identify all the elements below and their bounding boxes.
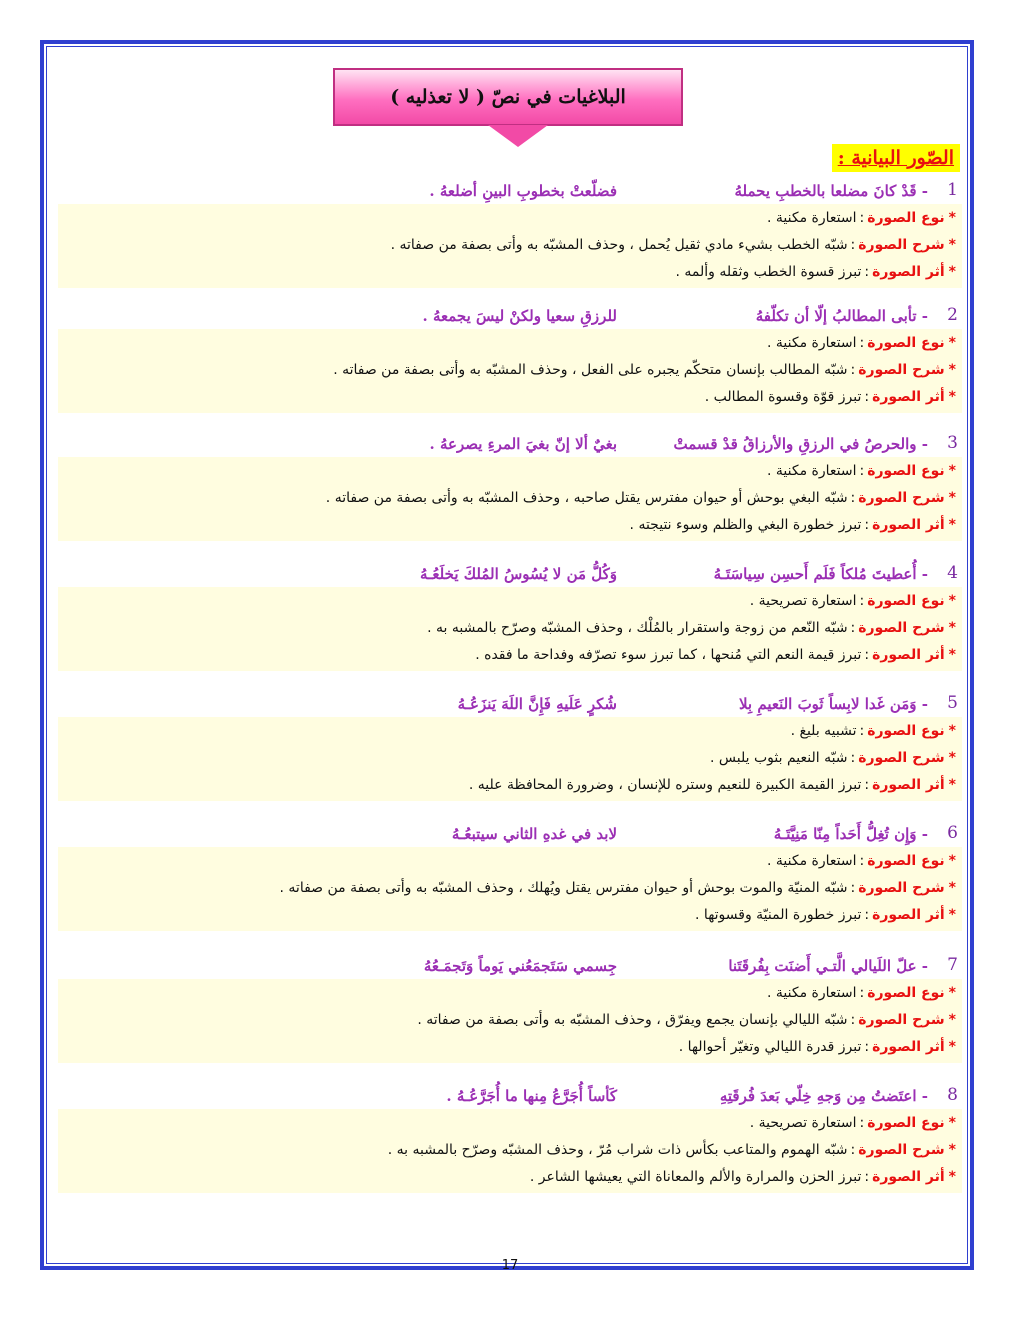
explain-row xyxy=(58,357,962,384)
type-row xyxy=(58,205,962,232)
bullet-star: * xyxy=(948,237,956,253)
type-value: استعارة مكنية . xyxy=(767,985,857,1001)
analysis-box xyxy=(58,717,962,801)
verse-line xyxy=(58,561,962,587)
verse-second-hemistich: وَكُلُّ مَن لا يُسُوسُ المُلكَ يَخلَعُـهُ xyxy=(420,565,617,583)
effect-value: تبرز قدرة الليالي وتغيّر أحوالها . xyxy=(678,1039,862,1055)
bullet-star: * xyxy=(948,1169,956,1185)
bullet-star: * xyxy=(948,985,956,1001)
type-row xyxy=(58,718,962,745)
colon: : xyxy=(850,620,856,636)
explain-value: شبّه الهموم والمتاعب بكأس ذات شراب مُرّ ، وحذف المشبّه وصرّح بالمشبه به . xyxy=(387,1142,848,1158)
type-value: استعارة مكنية . xyxy=(767,463,857,479)
explain-label: شرح الصورة xyxy=(858,362,945,378)
explain-row xyxy=(58,485,962,512)
explain-label: شرح الصورة xyxy=(858,1012,945,1028)
explain-value: شبّه النّعم من زوجة واستقرار بالمُلْك ، وحذف المشبّه وصرّح بالمشبه به . xyxy=(427,620,848,636)
item-number: 6 xyxy=(947,823,958,843)
item-number: 4 xyxy=(947,563,958,583)
item-number: 8 xyxy=(947,1085,958,1105)
type-value: استعارة مكنية . xyxy=(767,335,857,351)
explain-value: شبّه المنيّة والموت بوحش أو حيوان مفترس يقتل ويُهلك ، وحذف المشبّه به وأتى بصفة من صفاته . xyxy=(279,880,848,896)
analysis-box xyxy=(58,979,962,1063)
colon: : xyxy=(859,853,865,869)
colon: : xyxy=(850,750,856,766)
item-number: 5 xyxy=(947,693,958,713)
type-row xyxy=(58,330,962,357)
analysis-box xyxy=(58,204,962,288)
verse-first-hemistich: - تأبى المطالبُ إلّا أن تكلّفهُ xyxy=(755,307,928,325)
colon: : xyxy=(859,723,865,739)
colon: : xyxy=(859,1115,865,1131)
title-banner xyxy=(333,68,683,128)
figure-item xyxy=(58,1083,962,1193)
effect-row xyxy=(58,902,962,929)
figure-item xyxy=(58,821,962,931)
bullet-star: * xyxy=(948,647,956,663)
title-banner-arrow xyxy=(488,125,548,147)
explain-row xyxy=(58,875,962,902)
analysis-box xyxy=(58,1109,962,1193)
colon: : xyxy=(850,490,856,506)
type-label: نوع الصورة xyxy=(867,1115,945,1131)
section-heading: الصّور البيانية : xyxy=(832,144,960,172)
figure-item xyxy=(58,178,962,288)
colon: : xyxy=(850,362,856,378)
analysis-box xyxy=(58,587,962,671)
effect-value: تبرز قسوة الخطب وثقله وألمه . xyxy=(675,264,862,280)
figure-item xyxy=(58,691,962,801)
verse-second-hemistich: بغيٌ ألا إنّ بغيَ المرءِ يصرعهُ . xyxy=(429,435,617,453)
effect-label: أثر الصورة xyxy=(872,264,945,280)
type-value: استعارة مكنية . xyxy=(767,853,857,869)
effect-label: أثر الصورة xyxy=(872,777,945,793)
effect-label: أثر الصورة xyxy=(872,389,945,405)
effect-label: أثر الصورة xyxy=(872,517,945,533)
effect-label: أثر الصورة xyxy=(872,1169,945,1185)
explain-value: شبّه البغي بوحش أو حيوان مفترس يقتل صاحبه ، وحذف المشبّه به وأتى بصفة من صفاته . xyxy=(325,490,848,506)
effect-row xyxy=(58,1034,962,1061)
effect-value: تبرز خطورة المنيّة وقسوتها . xyxy=(695,907,862,923)
colon: : xyxy=(864,264,870,280)
bullet-star: * xyxy=(948,1039,956,1055)
colon: : xyxy=(864,517,870,533)
verse-first-hemistich: - قَدْ كانَ مضلعا بالخطبِ يحملهُ xyxy=(734,182,928,200)
figure-item xyxy=(58,561,962,671)
bullet-star: * xyxy=(948,264,956,280)
verse-first-hemistich: - وَمَن غَدا لابِساً ثَوبَ النَعيمِ بِلا xyxy=(738,695,928,713)
colon: : xyxy=(864,1169,870,1185)
colon: : xyxy=(850,1142,856,1158)
verse-line xyxy=(58,821,962,847)
item-number: 7 xyxy=(947,955,958,975)
bullet-star: * xyxy=(948,1142,956,1158)
explain-label: شرح الصورة xyxy=(858,880,945,896)
colon: : xyxy=(864,389,870,405)
type-row xyxy=(58,980,962,1007)
verse-line xyxy=(58,303,962,329)
verse-line xyxy=(58,953,962,979)
type-label: نوع الصورة xyxy=(867,853,945,869)
explain-label: شرح الصورة xyxy=(858,750,945,766)
type-label: نوع الصورة xyxy=(867,593,945,609)
explain-row xyxy=(58,232,962,259)
explain-value: شبّه الليالي بإنسان يجمع ويفرّق ، وحذف المشبّه به وأتى بصفة من صفاته . xyxy=(417,1012,848,1028)
effect-row xyxy=(58,642,962,669)
effect-row xyxy=(58,384,962,411)
verse-first-hemistich: - اعتَضتُ مِن وَجهِ خِلّي بَعدَ فُرقَتِهِ xyxy=(719,1087,928,1105)
explain-label: شرح الصورة xyxy=(858,1142,945,1158)
effect-label: أثر الصورة xyxy=(872,1039,945,1055)
effect-row xyxy=(58,259,962,286)
explain-label: شرح الصورة xyxy=(858,490,945,506)
analysis-box xyxy=(58,457,962,541)
type-row xyxy=(58,588,962,615)
colon: : xyxy=(850,880,856,896)
verse-second-hemistich: فضلّعتْ بخطوبِ البينِ أضلعهُ . xyxy=(429,182,617,200)
effect-value: تبرز قيمة النعم التي مُنحها ، كما تبرز سوء تصرّفه وفداحة ما فقده . xyxy=(475,647,862,663)
verse-line xyxy=(58,1083,962,1109)
bullet-star: * xyxy=(948,389,956,405)
colon: : xyxy=(859,210,865,226)
type-label: نوع الصورة xyxy=(867,335,945,351)
type-row xyxy=(58,848,962,875)
page-title: البلاغيات في نصّ ( لا تعذليه ) xyxy=(390,86,626,108)
bullet-star: * xyxy=(948,880,956,896)
verse-first-hemistich: - علّ اللَيالي الَّتـي أَضنَت بِفُرقَتَنا xyxy=(728,957,928,975)
type-value: استعارة تصريحية . xyxy=(749,1115,857,1131)
type-value: استعارة مكنية . xyxy=(767,210,857,226)
analysis-box xyxy=(58,847,962,931)
colon: : xyxy=(859,593,865,609)
verse-second-hemistich: جِسمي سَتَجمَعُني يَوماً وَتَجمَـعُهُ xyxy=(423,957,617,975)
effect-label: أثر الصورة xyxy=(872,647,945,663)
verse-line xyxy=(58,178,962,204)
bullet-star: * xyxy=(948,777,956,793)
verse-second-hemistich: لابد في غدهِ الثاني سيتبعُـهُ xyxy=(451,825,617,843)
verse-second-hemistich: شُكرٍ عَلَيهِ فَإِنَّ اللَهَ يَنزَعُـهُ xyxy=(457,695,617,713)
colon: : xyxy=(864,1039,870,1055)
explain-row xyxy=(58,615,962,642)
bullet-star: * xyxy=(948,750,956,766)
verse-line xyxy=(58,691,962,717)
bullet-star: * xyxy=(948,210,956,226)
explain-label: شرح الصورة xyxy=(858,620,945,636)
explain-row xyxy=(58,745,962,772)
verse-first-hemistich: - أُعطيتَ مُلكاً فَلَم أَحسِن سِياسَتَـهُ xyxy=(713,565,928,583)
bullet-star: * xyxy=(948,362,956,378)
analysis-box xyxy=(58,329,962,413)
bullet-star: * xyxy=(948,463,956,479)
bullet-star: * xyxy=(948,517,956,533)
type-row xyxy=(58,1110,962,1137)
colon: : xyxy=(850,1012,856,1028)
effect-row xyxy=(58,772,962,799)
bullet-star: * xyxy=(948,1012,956,1028)
effect-value: تبرز القيمة الكبيرة للنعيم وستره للإنسان ، وضرورة المحافظة عليه . xyxy=(468,777,862,793)
verse-first-hemistich: - والحرصُ في الرزقِ والأرزاقُ قدْ قسمتْ xyxy=(673,435,928,453)
item-number: 3 xyxy=(947,433,958,453)
colon: : xyxy=(864,647,870,663)
verse-second-hemistich: كَأساً أُجَرَّعُ مِنها ما أُجَرَّعُـهُ . xyxy=(446,1087,617,1105)
explain-value: شبّه الخطب بشيء مادي ثقيل يُحمل ، وحذف المشبّه به وأتى بصفة من صفاته . xyxy=(390,237,848,253)
type-value: استعارة تصريحية . xyxy=(749,593,857,609)
bullet-star: * xyxy=(948,593,956,609)
type-label: نوع الصورة xyxy=(867,210,945,226)
effect-value: تبرز الحزن والمرارة والألم والمعاناة التي يعيشها الشاعر . xyxy=(529,1169,862,1185)
colon: : xyxy=(864,777,870,793)
type-label: نوع الصورة xyxy=(867,985,945,1001)
explain-label: شرح الصورة xyxy=(858,237,945,253)
verse-second-hemistich: للرزقِ سعيا ولكنْ ليسَ يجمعهُ . xyxy=(422,307,617,325)
bullet-star: * xyxy=(948,490,956,506)
bullet-star: * xyxy=(948,723,956,739)
colon: : xyxy=(864,907,870,923)
explain-value: شبّه المطالب بإنسان متحكّم يجبره على الفعل ، وحذف المشبّه به وأتى بصفة من صفاته . xyxy=(333,362,848,378)
type-label: نوع الصورة xyxy=(867,723,945,739)
explain-row xyxy=(58,1137,962,1164)
item-number: 1 xyxy=(947,180,958,200)
figure-item xyxy=(58,953,962,1063)
type-value: تشبيه بليغ . xyxy=(790,723,857,739)
verse-line xyxy=(58,431,962,457)
effect-value: تبرز قوّة وقسوة المطالب . xyxy=(704,389,862,405)
effect-row xyxy=(58,1164,962,1191)
bullet-star: * xyxy=(948,1115,956,1131)
explain-row xyxy=(58,1007,962,1034)
bullet-star: * xyxy=(948,907,956,923)
figure-item xyxy=(58,303,962,413)
explain-value: شبّه النعيم بثوب يلبس . xyxy=(710,750,848,766)
type-row xyxy=(58,458,962,485)
figure-item xyxy=(58,431,962,541)
colon: : xyxy=(850,237,856,253)
bullet-star: * xyxy=(948,620,956,636)
bullet-star: * xyxy=(948,335,956,351)
effect-label: أثر الصورة xyxy=(872,907,945,923)
colon: : xyxy=(859,335,865,351)
colon: : xyxy=(859,985,865,1001)
bullet-star: * xyxy=(948,853,956,869)
page-number: 17 xyxy=(501,1258,519,1273)
colon: : xyxy=(859,463,865,479)
effect-row xyxy=(58,512,962,539)
verse-first-hemistich: - وَإِن تُغِلُّ أَحَداً مِنّا مَنِيَّتَـهُ xyxy=(773,825,928,843)
item-number: 2 xyxy=(947,305,958,325)
type-label: نوع الصورة xyxy=(867,463,945,479)
effect-value: تبرز خطورة البغي والظلم وسوء نتيجته . xyxy=(629,517,862,533)
